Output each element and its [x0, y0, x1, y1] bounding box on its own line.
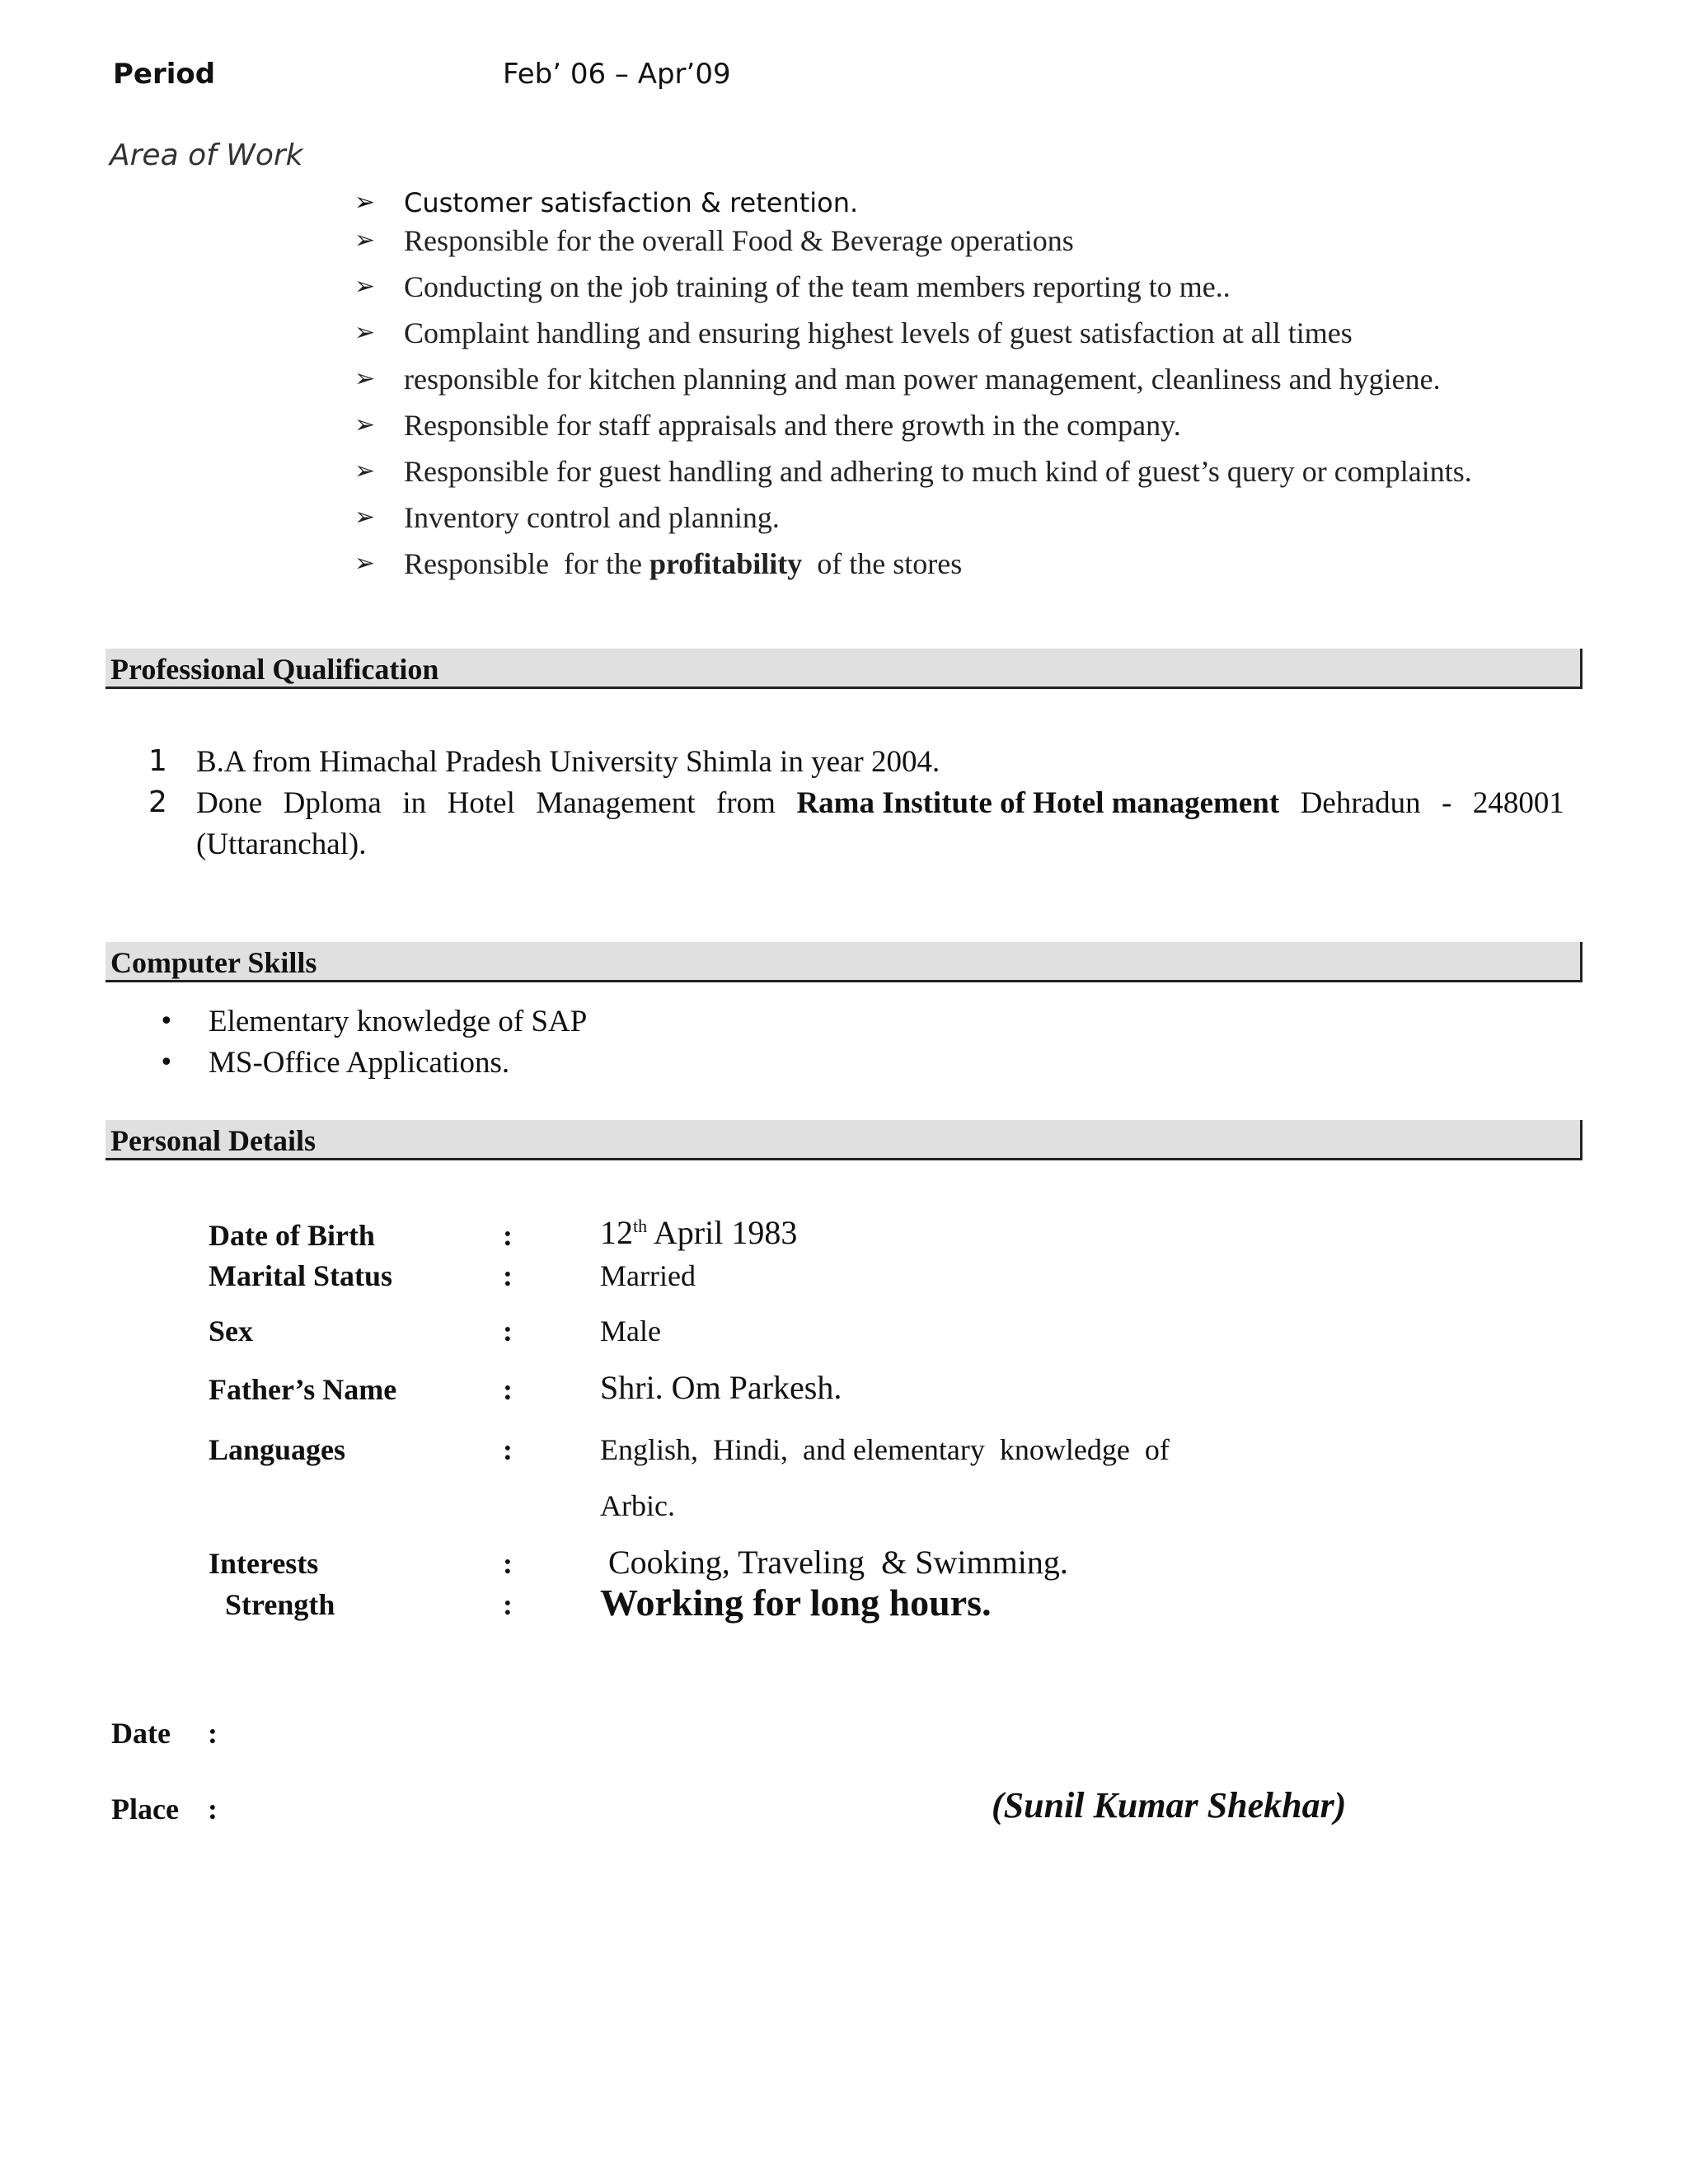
- section-bar-qualification: [106, 649, 1582, 689]
- duty-text: Responsible for the overall Food & Beverage operations: [404, 224, 1074, 257]
- arrow-bullet-icon: ➢: [354, 457, 376, 485]
- interests-label: Interests: [209, 1547, 319, 1580]
- dob-value: [600, 1213, 797, 1252]
- signature-name: (Sunil Kumar Shekhar): [992, 1785, 1347, 1825]
- date-label: Date: [111, 1717, 171, 1750]
- colon: :: [503, 1259, 513, 1292]
- place-label: Place: [111, 1793, 179, 1825]
- bullet-dot-icon: •: [159, 1048, 174, 1077]
- marital-status-value: Married: [600, 1259, 696, 1292]
- languages-value-line1: English, Hindi, and elementary knowledge of: [600, 1433, 1170, 1466]
- word: Hotel: [447, 786, 515, 820]
- strength-label: Strength: [225, 1588, 335, 1621]
- duty-text: Responsible for guest handling and adhering to much kind of guest’s query or complaints.: [404, 455, 1472, 488]
- sex-value: Male: [600, 1315, 661, 1347]
- colon: :: [503, 1588, 513, 1621]
- duty-text-bold: profitability: [649, 547, 803, 580]
- word: -: [1442, 786, 1452, 820]
- skill-item: Elementary knowledge of SAP: [209, 1005, 588, 1038]
- interests-value: Cooking, Traveling & Swimming.: [608, 1544, 1068, 1581]
- arrow-bullet-icon: ➢: [354, 549, 376, 578]
- word: in: [402, 786, 427, 820]
- father-name-label: Father’s Name: [209, 1373, 397, 1406]
- list-item: [354, 359, 1472, 405]
- duty-text: responsible for kitchen planning and man power management, cleanliness and hygiene.: [404, 363, 1441, 396]
- duty-text: Inventory control and planning.: [404, 501, 780, 534]
- period-value: Feb’ 06 – Apr’09: [503, 58, 731, 91]
- section-heading: Personal Details: [110, 1124, 316, 1157]
- list-item: [354, 452, 1472, 498]
- word: from: [716, 786, 776, 820]
- duty-text: Responsible for staff appraisals and there growth in the company.: [404, 409, 1181, 442]
- strength-value: Working for long hours.: [600, 1582, 992, 1624]
- arrow-bullet-icon: ➢: [354, 410, 376, 439]
- list-item: [354, 183, 1472, 221]
- skill-item: MS-Office Applications.: [209, 1046, 510, 1080]
- qualification-text: B.A from Himachal Pradesh University Shimla in year 2004.: [196, 745, 940, 779]
- languages-value-line2: Arbic.: [600, 1489, 675, 1522]
- duty-text: Customer satisfaction & retention.: [404, 187, 859, 218]
- colon: :: [503, 1219, 513, 1252]
- dob-day: 12: [600, 1214, 633, 1251]
- list-item: [354, 405, 1472, 452]
- word: Dehradun: [1300, 786, 1421, 820]
- duties-list: [354, 183, 1472, 590]
- dob-rest: April 1983: [647, 1214, 798, 1251]
- arrow-bullet-icon: ➢: [354, 503, 376, 532]
- section-bar-personal-details: [106, 1120, 1582, 1160]
- list-item: [354, 267, 1472, 313]
- list-item: [354, 313, 1472, 359]
- word: 248001: [1472, 786, 1564, 820]
- sex-label: Sex: [209, 1315, 253, 1347]
- institute-name: Rama Institute of Hotel management: [796, 786, 1280, 820]
- word: Management: [536, 786, 696, 820]
- arrow-bullet-icon: ➢: [354, 318, 376, 347]
- qualification-number: 1: [148, 744, 167, 778]
- colon: :: [503, 1547, 513, 1580]
- languages-label: Languages: [209, 1433, 346, 1466]
- colon: :: [503, 1315, 513, 1347]
- duty-text: Complaint handling and ensuring highest levels of guest satisfaction at all times: [404, 316, 1353, 349]
- list-item: [354, 221, 1472, 267]
- section-bar-computer-skills: [106, 942, 1582, 982]
- qualification-text-line2: (Uttaranchal).: [196, 827, 367, 861]
- qualification-text-line: [196, 785, 1564, 821]
- arrow-bullet-icon: ➢: [354, 226, 376, 255]
- list-item: [354, 544, 1472, 590]
- bullet-dot-icon: •: [159, 1007, 174, 1036]
- section-heading: Computer Skills: [110, 946, 317, 979]
- list-item: [354, 498, 1472, 544]
- colon: :: [208, 1717, 218, 1750]
- section-heading: Professional Qualification: [110, 653, 439, 686]
- arrow-bullet-icon: ➢: [354, 272, 376, 301]
- duty-text-post: of the stores: [802, 547, 963, 580]
- duty-text-pre: Responsible for the: [404, 547, 649, 580]
- dob-label: Date of Birth: [209, 1219, 375, 1252]
- marital-status-label: Marital Status: [209, 1259, 392, 1292]
- arrow-bullet-icon: ➢: [354, 364, 376, 393]
- area-of-work-label: Area of Work: [110, 138, 303, 172]
- colon: :: [503, 1433, 513, 1466]
- colon: :: [208, 1793, 218, 1825]
- colon: :: [503, 1373, 513, 1406]
- word: Done: [196, 786, 263, 820]
- word: Dploma: [283, 786, 382, 820]
- arrow-bullet-icon: ➢: [354, 188, 376, 217]
- qualification-number: 2: [148, 785, 167, 819]
- dob-suffix: th: [633, 1216, 648, 1236]
- duty-text: Conducting on the job training of the team members reporting to me..: [404, 270, 1231, 303]
- period-label: Period: [113, 58, 216, 91]
- father-name-value: Shri. Om Parkesh.: [600, 1369, 842, 1406]
